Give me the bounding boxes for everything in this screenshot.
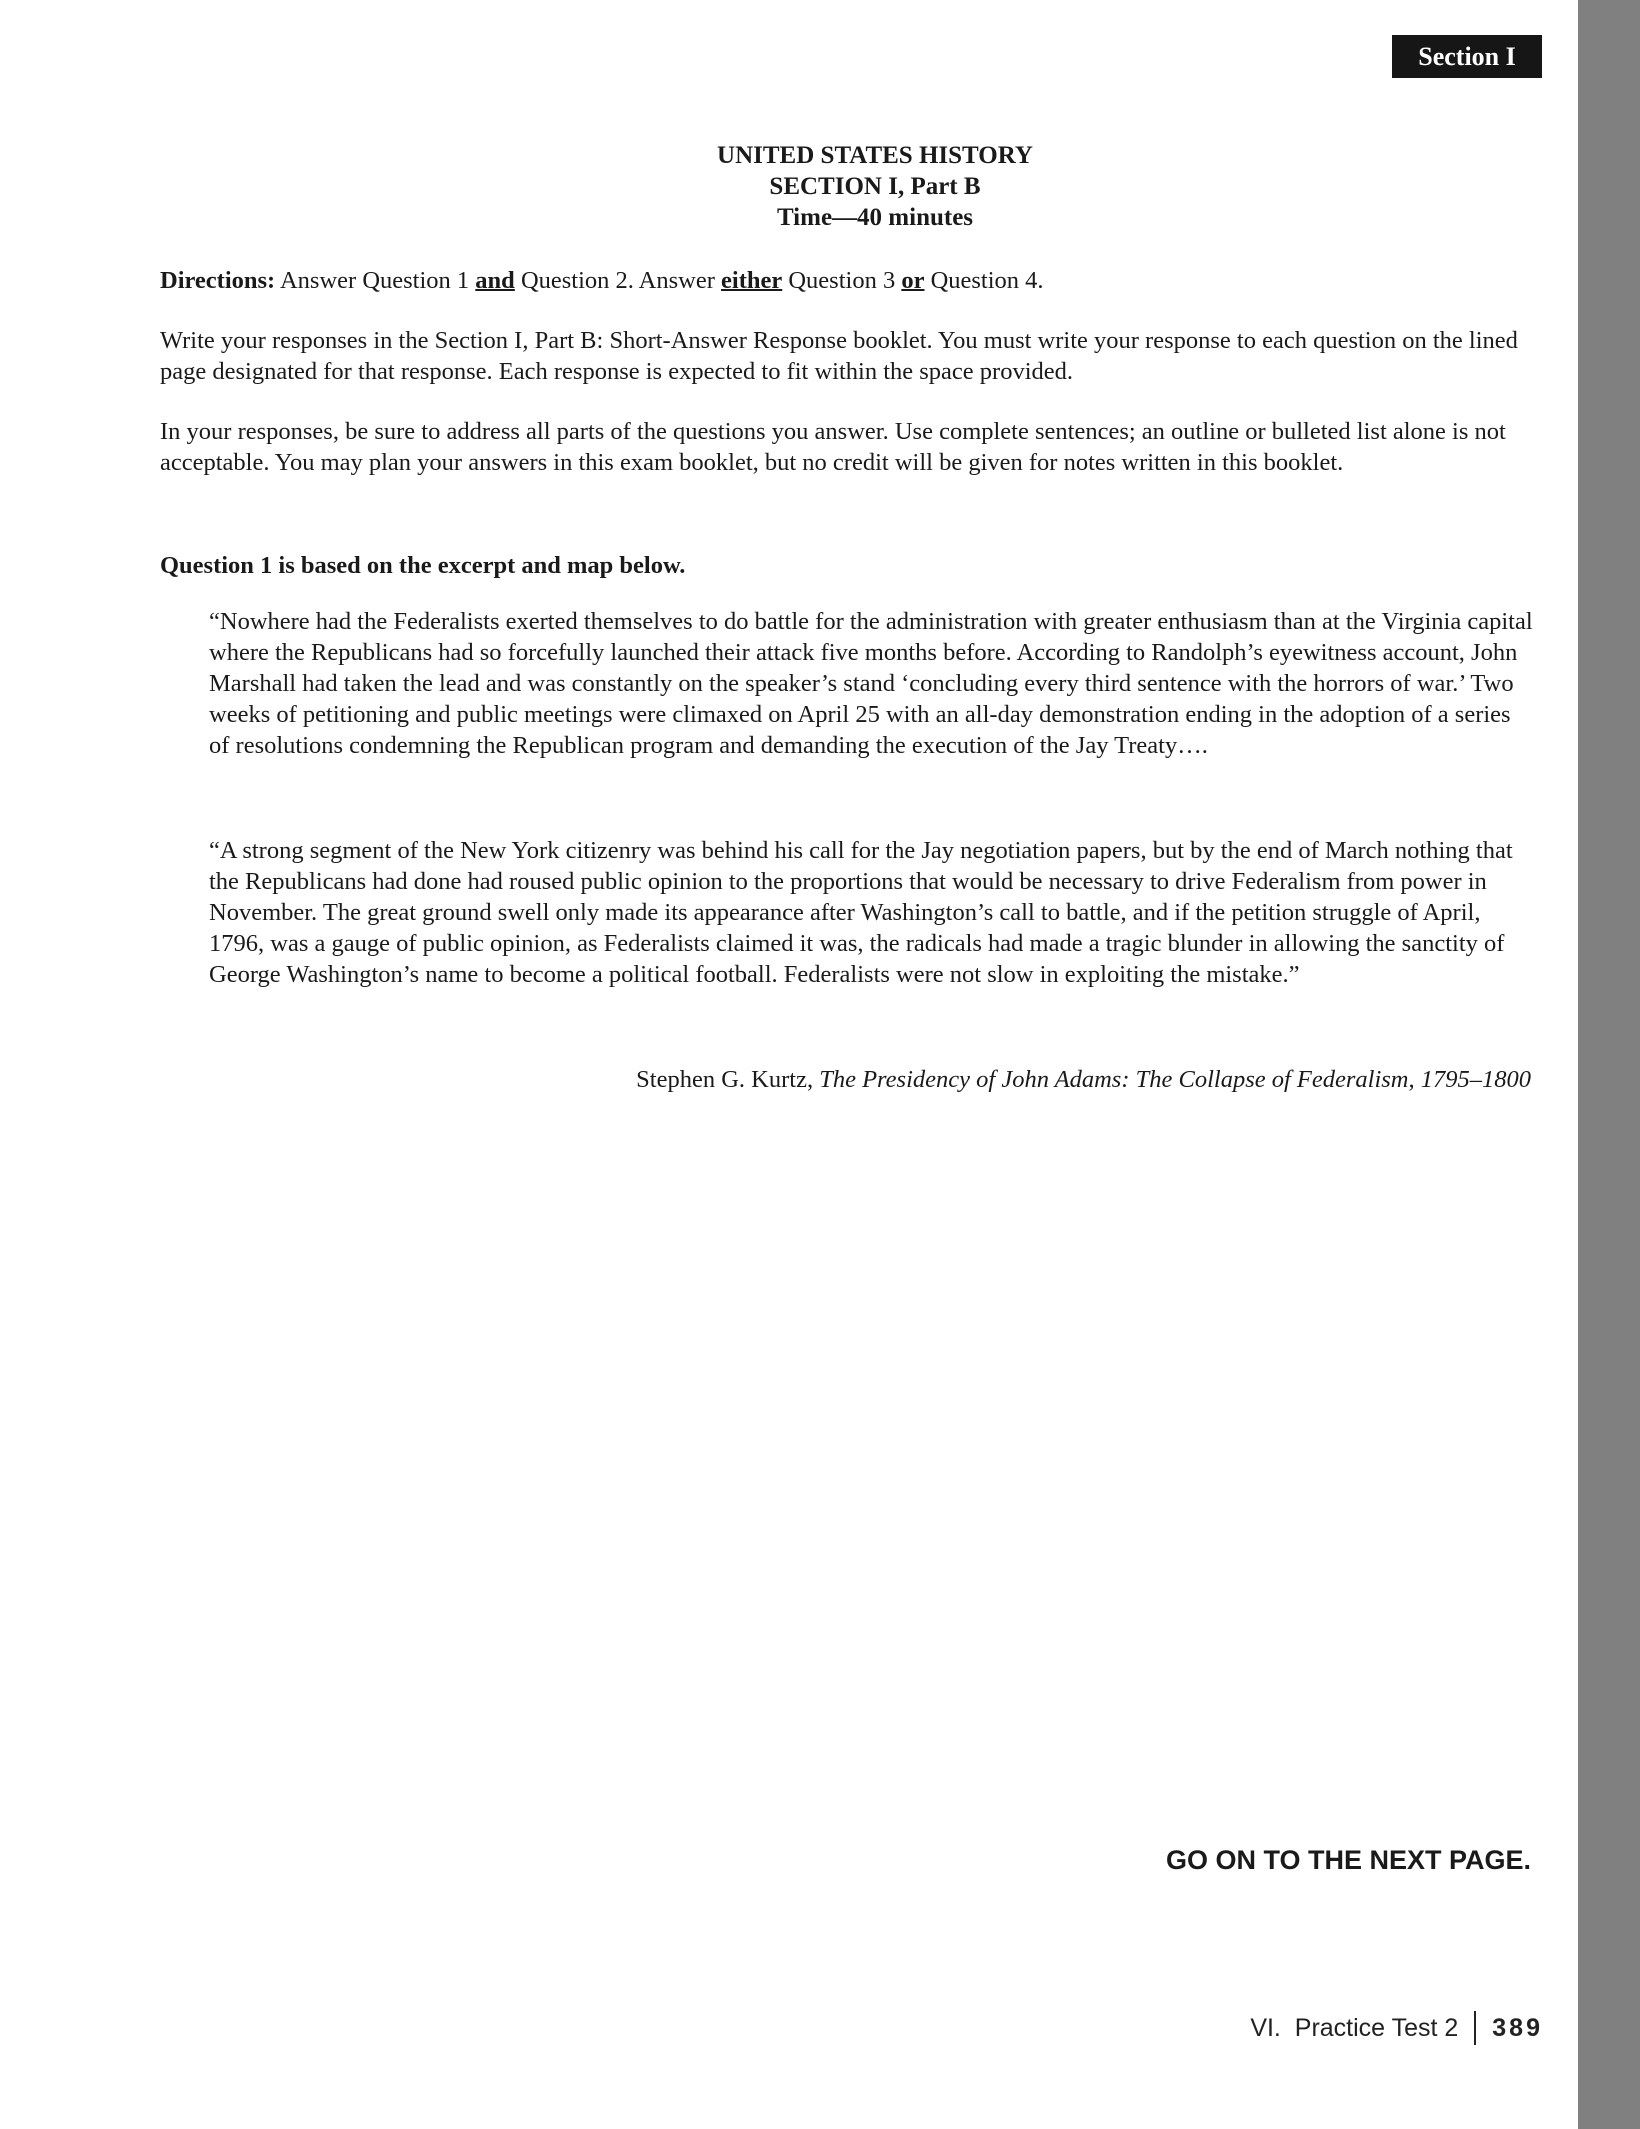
section-badge: Section I — [1392, 35, 1542, 78]
question-1-heading: Question 1 is based on the excerpt and map below. — [160, 552, 686, 579]
directions-text: Question 3 — [782, 267, 902, 294]
page-title — [0, 140, 1640, 233]
emphasis-either: either — [721, 267, 783, 294]
go-on-notice: GO ON TO THE NEXT PAGE. — [1165, 1845, 1531, 1875]
title-line-2: SECTION I, Part B — [769, 173, 981, 200]
instructions-paragraph-1: Write your responses in the Section I, Part B: Short-Answer Response booklet. You must write your response to each question on the lined page designated for that response. Each response is expected to fit within the space provided. — [160, 327, 1518, 385]
page-footer — [1250, 2011, 1543, 2045]
emphasis-or: or — [901, 267, 925, 294]
footer-chapter: VI. Practice Test 2 — [1250, 2013, 1459, 2042]
footer-divider — [1474, 2011, 1476, 2045]
citation — [636, 1066, 1531, 1094]
citation-work: The Presidency of John Adams: The Collapse of Federalism, 1795–1800 — [819, 1066, 1531, 1093]
page-number: 389 — [1492, 2013, 1543, 2042]
title-line-1: UNITED STATES HISTORY — [717, 142, 1033, 169]
directions-label: Directions: — [160, 267, 276, 294]
directions-text: Answer Question 1 — [275, 267, 476, 294]
directions-text: Question 4. — [924, 267, 1044, 294]
excerpt-paragraph-2: “A strong segment of the New York citizenry was behind his call for the Jay negotiation papers, but by the end of March nothing that the Republicans had done had roused public opinion to the proportions that would be necessary to drive Federalism from power in November. The great ground swell only made its appearance after Washington’s call to battle, and if the petition struggle of April, 1796, was a gauge of public opinion, as Federalists claimed it was, the radicals had made a tragic blunder in allowing the sanctity of George Washington’s name to become a political football. Federalists were not slow in exploiting the mistake.” — [209, 837, 1513, 988]
page-edge-tab — [1578, 0, 1640, 2129]
directions-text: Question 2. Answer — [514, 267, 722, 294]
excerpt-paragraph-1: “Nowhere had the Federalists exerted themselves to do battle for the administration with greater enthusiasm than at the Virginia capital where the Republicans had so forcefully launched their attack five months before. According to Randolph’s eyewitness account, John Marshall had taken the lead and was constantly on the speaker’s stand ‘concluding every third sentence with the horrors of war.’ Two weeks of petitioning and public meetings were climaxed on April 25 with an all-day demonstration ending in the adoption of a series of resolutions condemning the Republican program and demanding the execution of the Jay Treaty…. — [209, 608, 1533, 759]
title-line-3: Time—40 minutes — [776, 204, 974, 231]
directions — [160, 265, 1532, 296]
emphasis-and: and — [475, 267, 515, 294]
instructions-paragraph-2: In your responses, be sure to address all parts of the questions you answer. Use complete sentences; an outline or bulleted list alone is not acceptable. You may plan your answers in this exam booklet, but no credit will be given for notes written in this booklet. — [160, 418, 1506, 476]
citation-author: Stephen G. Kurtz, — [636, 1066, 820, 1093]
